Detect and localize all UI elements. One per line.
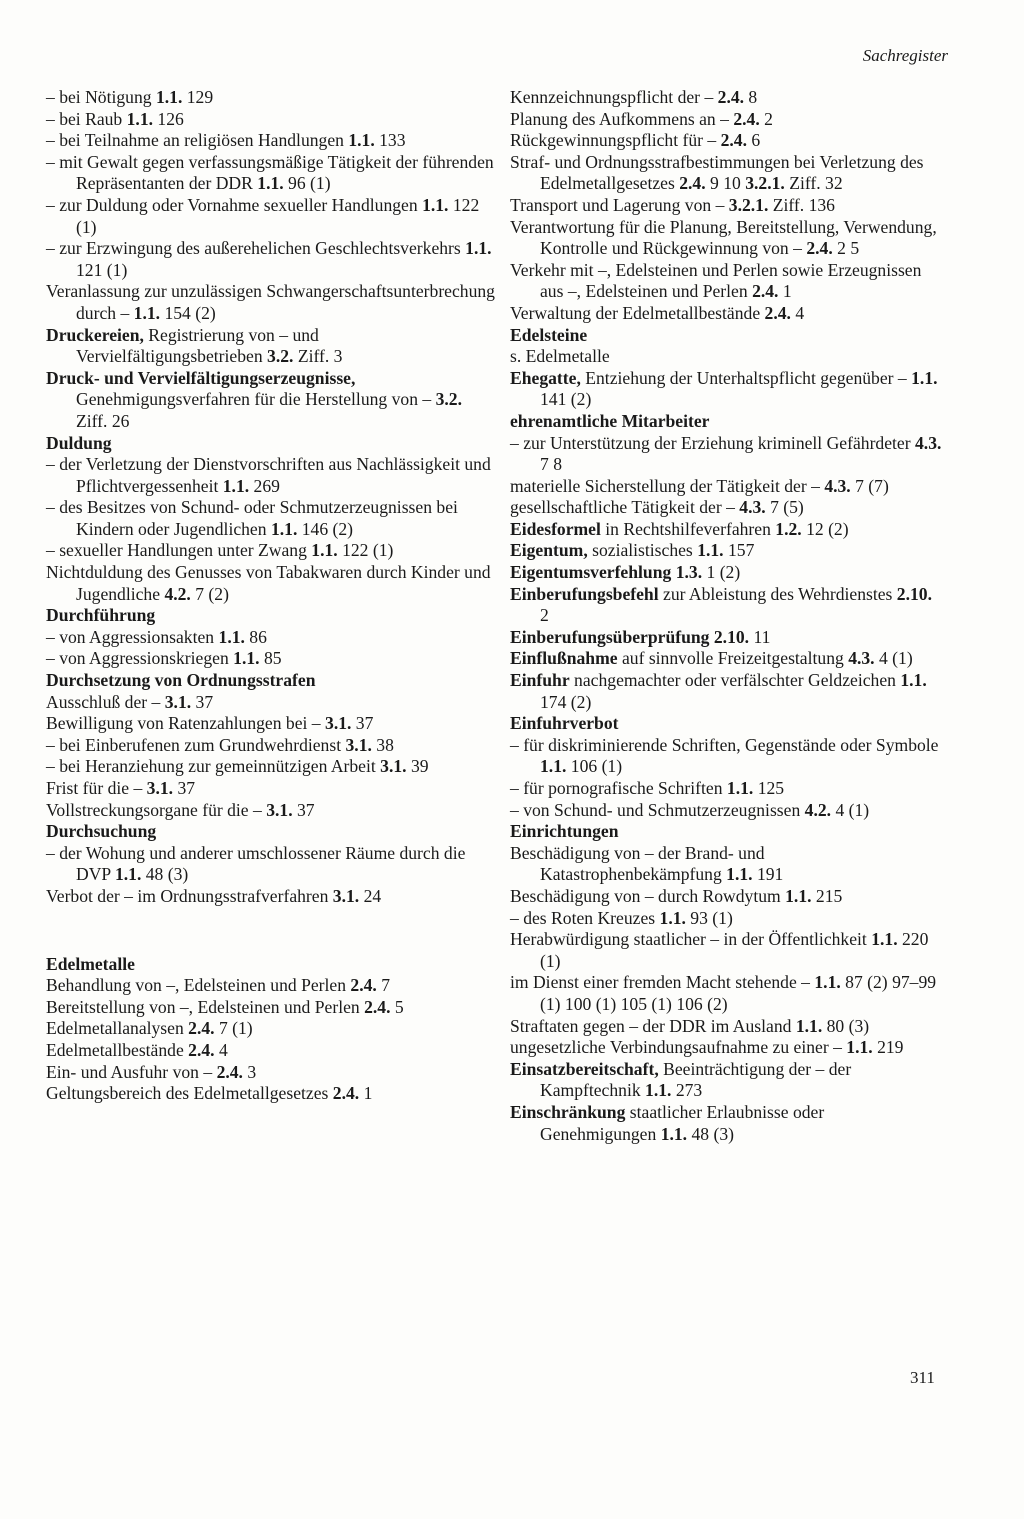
- entry-bold-text: 1.1.: [348, 130, 375, 151]
- entry-text: Beeinträchtigung der – der Kampftechnik: [540, 1058, 852, 1101]
- entry-bold-text: 4.2.: [804, 799, 832, 820]
- entry-bold-text: 2.4.: [717, 87, 745, 107]
- entry-text: 157: [723, 540, 755, 561]
- entry-bold-text: 1.1.: [795, 1015, 823, 1036]
- entry-text: 4 (1): [874, 648, 913, 669]
- entry-bold-text: 2.4.: [752, 281, 779, 302]
- entry-bold-text: 1.1.: [270, 518, 298, 539]
- index-entry: [510, 217, 942, 260]
- index-entry: [510, 195, 942, 217]
- index-entry: [510, 821, 942, 843]
- entry-text: – für diskriminierende Schriften, Gegenstände oder Symbole: [510, 734, 939, 755]
- entry-text: im Dienst einer fremden Macht stehende –: [510, 972, 815, 993]
- entry-text: Vollstreckungsorgane für die –: [46, 799, 267, 820]
- entry-text: 2: [540, 605, 549, 626]
- entry-text: 5: [390, 996, 404, 1017]
- index-entry: [510, 584, 942, 627]
- entry-bold-text: 1.1.: [726, 778, 754, 798]
- index-subentry: [46, 454, 496, 497]
- entry-text: 191: [752, 864, 784, 885]
- entry-bold-text: 3.1.: [332, 885, 360, 906]
- entry-bold-text: 2.4.: [806, 238, 833, 259]
- index-entry: [510, 1037, 942, 1059]
- index-entry: [510, 87, 942, 109]
- entry-bold-text: 3.2.1.: [745, 173, 785, 194]
- entry-text: Rückgewinnungspflicht für –: [510, 130, 721, 151]
- entry-bold-text: Einberufungsbefehl: [510, 583, 659, 604]
- index-subentry: [510, 778, 942, 800]
- entry-text: – zur Duldung oder Vornahme sexueller Handlungen: [46, 194, 423, 215]
- entry-text: 87 (2) 97–99 (1) 100 (1) 105 (1) 106 (2): [540, 972, 937, 1014]
- index-entry: [46, 433, 496, 455]
- entry-bold-text: 1.1.: [155, 87, 183, 107]
- index-subentry: [510, 800, 942, 822]
- entry-text: 39: [406, 756, 429, 777]
- index-entry: [510, 1016, 942, 1038]
- index-entry: [510, 843, 942, 886]
- index-entry: [510, 1059, 942, 1102]
- entry-text: 38: [371, 734, 394, 755]
- entry-bold-text: Einsatzbereitschaft,: [510, 1058, 659, 1079]
- entry-text: Verbot der – im Ordnungsstrafverfahren: [46, 885, 333, 906]
- index-entry: [510, 972, 942, 1015]
- index-entry: [510, 886, 942, 908]
- entry-text: ungesetzliche Verbindungsaufnahme zu einer –: [510, 1037, 847, 1058]
- entry-text: 2 5: [832, 238, 860, 259]
- entry-text: gesellschaftliche Tätigkeit der –: [510, 497, 740, 518]
- entry-text: 7: [376, 975, 391, 996]
- entry-text: 24: [359, 885, 382, 906]
- index-subentry: [46, 627, 496, 649]
- entry-bold-text: 2.4.: [764, 302, 791, 323]
- entry-bold-text: Einfuhrverbot: [510, 713, 619, 734]
- index-entry: [46, 800, 496, 822]
- index-entry: [46, 886, 496, 908]
- entry-text: 133: [374, 130, 406, 151]
- entry-text: sozialistisches: [587, 540, 698, 561]
- index-column-left: [46, 87, 496, 1105]
- index-entry: [46, 562, 496, 605]
- entry-bold-text: 3.1.: [146, 778, 174, 798]
- index-entry: [510, 303, 942, 325]
- entry-text: 273: [671, 1080, 703, 1101]
- index-entry: [46, 975, 496, 997]
- index-entry: [510, 152, 942, 195]
- entry-bold-text: 2.4.: [188, 1018, 215, 1039]
- index-entry: [510, 411, 942, 433]
- entry-bold-text: 1.1.: [900, 670, 927, 691]
- entry-text: Ausschluß der –: [46, 691, 165, 712]
- entry-bold-text: 1.3.: [675, 562, 703, 583]
- entry-text: 37: [191, 691, 214, 712]
- entry-text: Beschädigung von – der Brand- und Katastrophenbekämpfung: [510, 842, 765, 885]
- entry-text: 129: [182, 87, 214, 107]
- index-entry: [510, 346, 942, 368]
- entry-text: Ziff. 3: [293, 346, 343, 367]
- entry-text: – bei Teilnahme an religiösen Handlungen: [46, 130, 349, 151]
- entry-bold-text: 1.1.: [697, 540, 724, 561]
- index-subentry: [510, 908, 942, 930]
- index-entry: [510, 929, 942, 972]
- index-entry: [46, 821, 496, 843]
- entry-bold-text: Einberufungsüberprüfung: [510, 626, 710, 647]
- entry-bold-text: 3.1.: [380, 756, 407, 777]
- entry-bold-text: 2.4.: [188, 1039, 215, 1060]
- entry-text: 37: [351, 713, 374, 734]
- entry-bold-text: 3.2.: [435, 389, 462, 410]
- index-subentry: [46, 130, 496, 152]
- entry-bold-text: 2.10.: [896, 583, 932, 604]
- entry-text: Herabwürdigung staatlicher – in der Öffentlichkeit: [510, 929, 872, 950]
- entry-bold-text: 1.1.: [540, 756, 567, 777]
- entry-bold-text: 2.10.: [713, 626, 750, 647]
- entry-text: Entziehung der Unterhaltspflicht gegenüber –: [580, 367, 912, 388]
- entry-text: 126: [153, 108, 184, 129]
- entry-text: Frist für die –: [46, 778, 147, 798]
- index-entry: [510, 497, 942, 519]
- entry-bold-text: 1.1.: [726, 864, 753, 885]
- index-subentry: [46, 648, 496, 670]
- entry-text: 141 (2): [540, 389, 592, 410]
- entry-text: 12 (2): [801, 518, 849, 539]
- entry-bold-text: 3.1.: [325, 713, 352, 734]
- entry-text: 121 (1): [76, 259, 128, 280]
- entry-bold-text: Eigentumsverfehlung: [510, 562, 672, 583]
- entry-text: – zur Unterstützung der Erziehung kriminell Gefährdeter: [510, 432, 915, 453]
- index-subentry: [46, 195, 496, 238]
- index-column-right: [510, 87, 942, 1145]
- entry-text: 9 10: [705, 173, 746, 194]
- entry-bold-text: 1.1.: [422, 194, 449, 215]
- index-entry: [510, 368, 942, 411]
- entry-bold-text: 1.1.: [645, 1080, 672, 1101]
- entry-text: Edelmetallbestände: [46, 1039, 189, 1060]
- index-subentry: [510, 433, 942, 476]
- entry-text: Nichtduldung des Genusses von Tabakwaren durch Kinder und Jugendliche: [46, 562, 491, 604]
- entry-bold-text: Einflußnahme: [510, 648, 618, 669]
- entry-bold-text: Einschränkung: [510, 1101, 626, 1122]
- entry-bold-text: 1.1.: [660, 1123, 688, 1144]
- entry-bold-text: Duldung: [46, 432, 112, 453]
- entry-bold-text: 1.1.: [218, 626, 245, 647]
- entry-bold-text: Durchsuchung: [46, 821, 157, 842]
- entry-bold-text: Druck- und Vervielfältigungserzeugnisse,: [46, 367, 356, 388]
- entry-bold-text: 1.1.: [311, 540, 338, 561]
- entry-bold-text: 1.1.: [114, 864, 142, 885]
- entry-text: 1: [359, 1083, 373, 1104]
- entry-text: – bei Nötigung: [46, 87, 156, 107]
- entry-text: 215: [811, 885, 843, 906]
- entry-bold-text: 2.4.: [332, 1083, 360, 1104]
- entry-text: auf sinnvolle Freizeitgestaltung: [617, 648, 849, 669]
- index-entry: [46, 1040, 496, 1062]
- index-entry: [510, 1102, 942, 1145]
- entry-text: 86: [244, 626, 267, 647]
- entry-text: 269: [249, 475, 280, 496]
- index-subentry: [46, 109, 496, 131]
- entry-text: 106 (1): [566, 756, 623, 777]
- entry-text: 7 (1): [214, 1018, 253, 1039]
- index-entry: [510, 260, 942, 303]
- entry-text: 2: [759, 108, 773, 129]
- entry-bold-text: 2.4.: [216, 1061, 243, 1082]
- entry-text: Ziff. 136: [768, 194, 835, 215]
- entry-text: 3: [242, 1061, 257, 1082]
- entry-text: – bei Heranziehung zur gemeinnützigen Arbeit: [46, 756, 381, 777]
- entry-bold-text: 3.2.: [267, 346, 294, 367]
- entry-bold-text: 2.4.: [679, 173, 706, 194]
- entry-text: zur Ableistung des Wehrdienstes: [658, 583, 897, 604]
- entry-text: Verantwortung für die Planung, Bereitstellung, Verwendung, Kontrolle und Rückgewinnung von –: [510, 216, 937, 259]
- entry-bold-text: 1.1.: [257, 173, 284, 194]
- index-entry: [510, 130, 942, 152]
- entry-text: Planung des Aufkommens an –: [510, 108, 734, 129]
- running-header: Sachregister: [862, 46, 948, 65]
- index-subentry: [46, 87, 496, 109]
- entry-text: 80 (3): [822, 1015, 870, 1036]
- entry-text: 7 8: [540, 454, 562, 475]
- entry-text: Verkehr mit –, Edelsteinen und Perlen sowie Erzeugnissen aus –, Edelsteinen und Perlen: [510, 259, 922, 302]
- entry-bold-text: Durchführung: [46, 605, 156, 626]
- index-entry: [510, 519, 942, 541]
- entry-bold-text: Ehegatte,: [510, 367, 581, 388]
- entry-bold-text: Druckereien,: [46, 324, 144, 345]
- entry-text: Edelmetallanalysen: [46, 1018, 189, 1039]
- index-entry: [510, 713, 942, 735]
- entry-text: – der Verletzung der Dienstvorschriften aus Nachlässigkeit und Pflichtvergessenheit: [46, 454, 491, 496]
- entry-text: 1: [778, 281, 792, 302]
- entry-text: 37: [292, 799, 315, 820]
- index-subentry: [46, 152, 496, 195]
- entry-text: 154 (2): [160, 302, 216, 323]
- entry-text: 7 (2): [190, 583, 229, 604]
- entry-bold-text: 4.3.: [848, 648, 875, 669]
- entry-text: – bei Einberufenen zum Grundwehrdienst: [46, 734, 346, 755]
- index-entry: [510, 670, 942, 713]
- entry-text: staatlicher Erlaubnisse oder Genehmigungen: [540, 1101, 825, 1144]
- entry-text: 7 (5): [765, 497, 804, 518]
- index-subentry: [510, 735, 942, 778]
- index-entry: [510, 540, 942, 562]
- entry-text: 4 (1): [831, 799, 870, 820]
- entry-text: materielle Sicherstellung der Tätigkeit der –: [510, 475, 825, 496]
- entry-bold-text: 1.1.: [133, 302, 161, 323]
- entry-text: Transport und Lagerung von –: [510, 194, 729, 215]
- entry-text: – bei Raub: [46, 108, 127, 129]
- entry-text: Beschädigung von – durch Rowdytum: [510, 885, 786, 906]
- entry-bold-text: 2.4.: [720, 130, 747, 151]
- entry-text: 146 (2): [297, 518, 354, 539]
- index-subentry: [46, 540, 496, 562]
- index-entry: [46, 670, 496, 692]
- index-subentry: [46, 497, 496, 540]
- entry-text: nachgemachter oder verfälschter Geldzeichen: [569, 670, 901, 691]
- index-entry: [510, 627, 942, 649]
- entry-text: – von Schund- und Schmutzerzeugnissen: [510, 799, 805, 820]
- entry-bold-text: 1.1.: [465, 238, 492, 259]
- entry-bold-text: 1.1.: [814, 972, 841, 993]
- index-entry: [46, 325, 496, 368]
- entry-bold-text: 4.3.: [824, 475, 851, 496]
- section-spacer: [46, 908, 496, 954]
- entry-bold-text: 2.4.: [733, 108, 760, 129]
- index-entry: [46, 1062, 496, 1084]
- entry-text: s. Edelmetalle: [510, 346, 610, 367]
- entry-bold-text: 3.1.: [345, 734, 372, 755]
- entry-text: 122 (1): [76, 194, 480, 237]
- entry-bold-text: 3.2.1.: [728, 194, 769, 215]
- entry-text: Ziff. 32: [784, 173, 843, 194]
- entry-bold-text: 3.1.: [266, 799, 293, 820]
- entry-text: 85: [259, 648, 282, 669]
- entry-bold-text: 1.1.: [222, 475, 250, 496]
- entry-bold-text: 4.3.: [739, 497, 766, 518]
- entry-text: 37: [173, 778, 196, 798]
- index-entry: [510, 325, 942, 347]
- entry-text: – der Wohung und anderer umschlossener Räume durch die DVP: [46, 842, 466, 885]
- entry-text: Genehmigungsverfahren für die Herstellung von –: [76, 389, 436, 410]
- index-entry: [46, 778, 496, 800]
- entry-text: in Rechtshilfeverfahren: [600, 518, 776, 539]
- index-entry: [46, 997, 496, 1019]
- entry-text: Straf- und Ordnungsstrafbestimmungen bei Verletzung des Edelmetallgesetzes: [510, 151, 924, 194]
- entry-text: 4: [214, 1039, 228, 1060]
- entry-bold-text: Einrichtungen: [510, 821, 619, 842]
- page-number: 311: [910, 1368, 935, 1387]
- entry-text: – von Aggressionsakten: [46, 626, 219, 647]
- entry-bold-text: ehrenamtliche Mitarbeiter: [510, 410, 710, 431]
- entry-text: 122 (1): [337, 540, 394, 561]
- entry-bold-text: Durchsetzung von Ordnungsstrafen: [46, 670, 316, 691]
- entry-bold-text: 3.1.: [164, 691, 192, 712]
- index-subentry: [46, 238, 496, 281]
- entry-text: – für pornografische Schriften: [510, 778, 727, 798]
- index-entry: [46, 713, 496, 735]
- index-entry: [46, 281, 496, 324]
- index-subentry: [46, 735, 496, 757]
- entry-bold-text: 1.2.: [775, 518, 802, 539]
- entry-bold-text: 1.1.: [659, 907, 686, 928]
- entry-text: – von Aggressionskriegen: [46, 648, 234, 669]
- entry-text: Registrierung von – und Vervielfältigungsbetrieben: [76, 324, 319, 367]
- entry-text: 220 (1): [540, 929, 929, 971]
- entry-text: 174 (2): [540, 691, 592, 712]
- entry-bold-text: 1.1.: [846, 1037, 873, 1058]
- index-entry: [510, 476, 942, 498]
- entry-bold-text: 1.1.: [871, 929, 898, 950]
- entry-text: – mit Gewalt gegen verfassungsmäßige Tätigkeit der führenden Repräsentanten der DDR: [46, 151, 494, 194]
- entry-bold-text: 1.1.: [233, 648, 260, 669]
- entry-text: – des Besitzes von Schund- oder Schmutzerzeugnissen bei Kindern oder Jugendlichen: [46, 497, 458, 539]
- entry-text: – sexueller Handlungen unter Zwang: [46, 540, 312, 561]
- entry-text: Veranlassung zur unzulässigen Schwangerschaftsunterbrechung durch –: [46, 281, 495, 323]
- entry-bold-text: Edelsteine: [510, 324, 588, 345]
- entry-text: 48 (3): [687, 1123, 734, 1144]
- entry-bold-text: 1.1.: [785, 885, 812, 906]
- entry-bold-text: Eidesformel: [510, 518, 601, 539]
- entry-text: Bereitstellung von –, Edelsteinen und Perlen: [46, 996, 365, 1017]
- index-entry: [510, 648, 942, 670]
- entry-text: – zur Erzwingung des außerehelichen Geschlechtsverkehrs: [46, 238, 466, 259]
- entry-text: Kennzeichnungspflicht der –: [510, 87, 718, 107]
- index-entry: [46, 1083, 496, 1105]
- entry-text: 48 (3): [141, 864, 189, 885]
- entry-bold-text: 1.1.: [126, 108, 154, 129]
- entry-text: 6: [747, 130, 761, 151]
- entry-text: 7 (7): [850, 475, 889, 496]
- index-entry: [46, 692, 496, 714]
- entry-text: Geltungsbereich des Edelmetallgesetzes: [46, 1083, 333, 1104]
- entry-text: Ziff. 26: [76, 410, 130, 431]
- entry-bold-text: Edelmetalle: [46, 953, 135, 974]
- entry-text: 93 (1): [685, 907, 733, 928]
- entry-bold-text: 4.2.: [164, 583, 191, 604]
- index-subentry: [46, 756, 496, 778]
- index-entry: [46, 368, 496, 433]
- entry-text: – des Roten Kreuzes: [510, 907, 660, 928]
- entry-text: Straftaten gegen – der DDR im Ausland: [510, 1015, 796, 1036]
- entry-text: 96 (1): [283, 173, 331, 194]
- entry-bold-text: 2.4.: [364, 996, 391, 1017]
- index-entry: [46, 605, 496, 627]
- index-entry: [46, 1018, 496, 1040]
- entry-bold-text: 2.4.: [350, 975, 377, 996]
- entry-bold-text: 1.1.: [911, 367, 938, 388]
- entry-bold-text: Eigentum,: [510, 540, 588, 561]
- index-entry: [46, 954, 496, 976]
- entry-text: Bewilligung von Ratenzahlungen bei –: [46, 713, 326, 734]
- entry-text: 11: [749, 626, 771, 647]
- index-subentry: [46, 843, 496, 886]
- entry-text: 4: [790, 302, 805, 323]
- entry-text: 1 (2): [702, 562, 741, 583]
- entry-bold-text: 4.3.: [915, 432, 942, 453]
- entry-text: 125: [753, 778, 785, 798]
- entry-text: 219: [872, 1037, 904, 1058]
- entry-text: Verwaltung der Edelmetallbestände: [510, 302, 765, 323]
- index-entry: [510, 109, 942, 131]
- entry-text: Behandlung von –, Edelsteinen und Perlen: [46, 975, 351, 996]
- entry-text: Ein- und Ausfuhr von –: [46, 1061, 217, 1082]
- index-entry: [510, 562, 942, 584]
- entry-bold-text: Einfuhr: [510, 670, 570, 691]
- entry-text: 8: [744, 87, 758, 107]
